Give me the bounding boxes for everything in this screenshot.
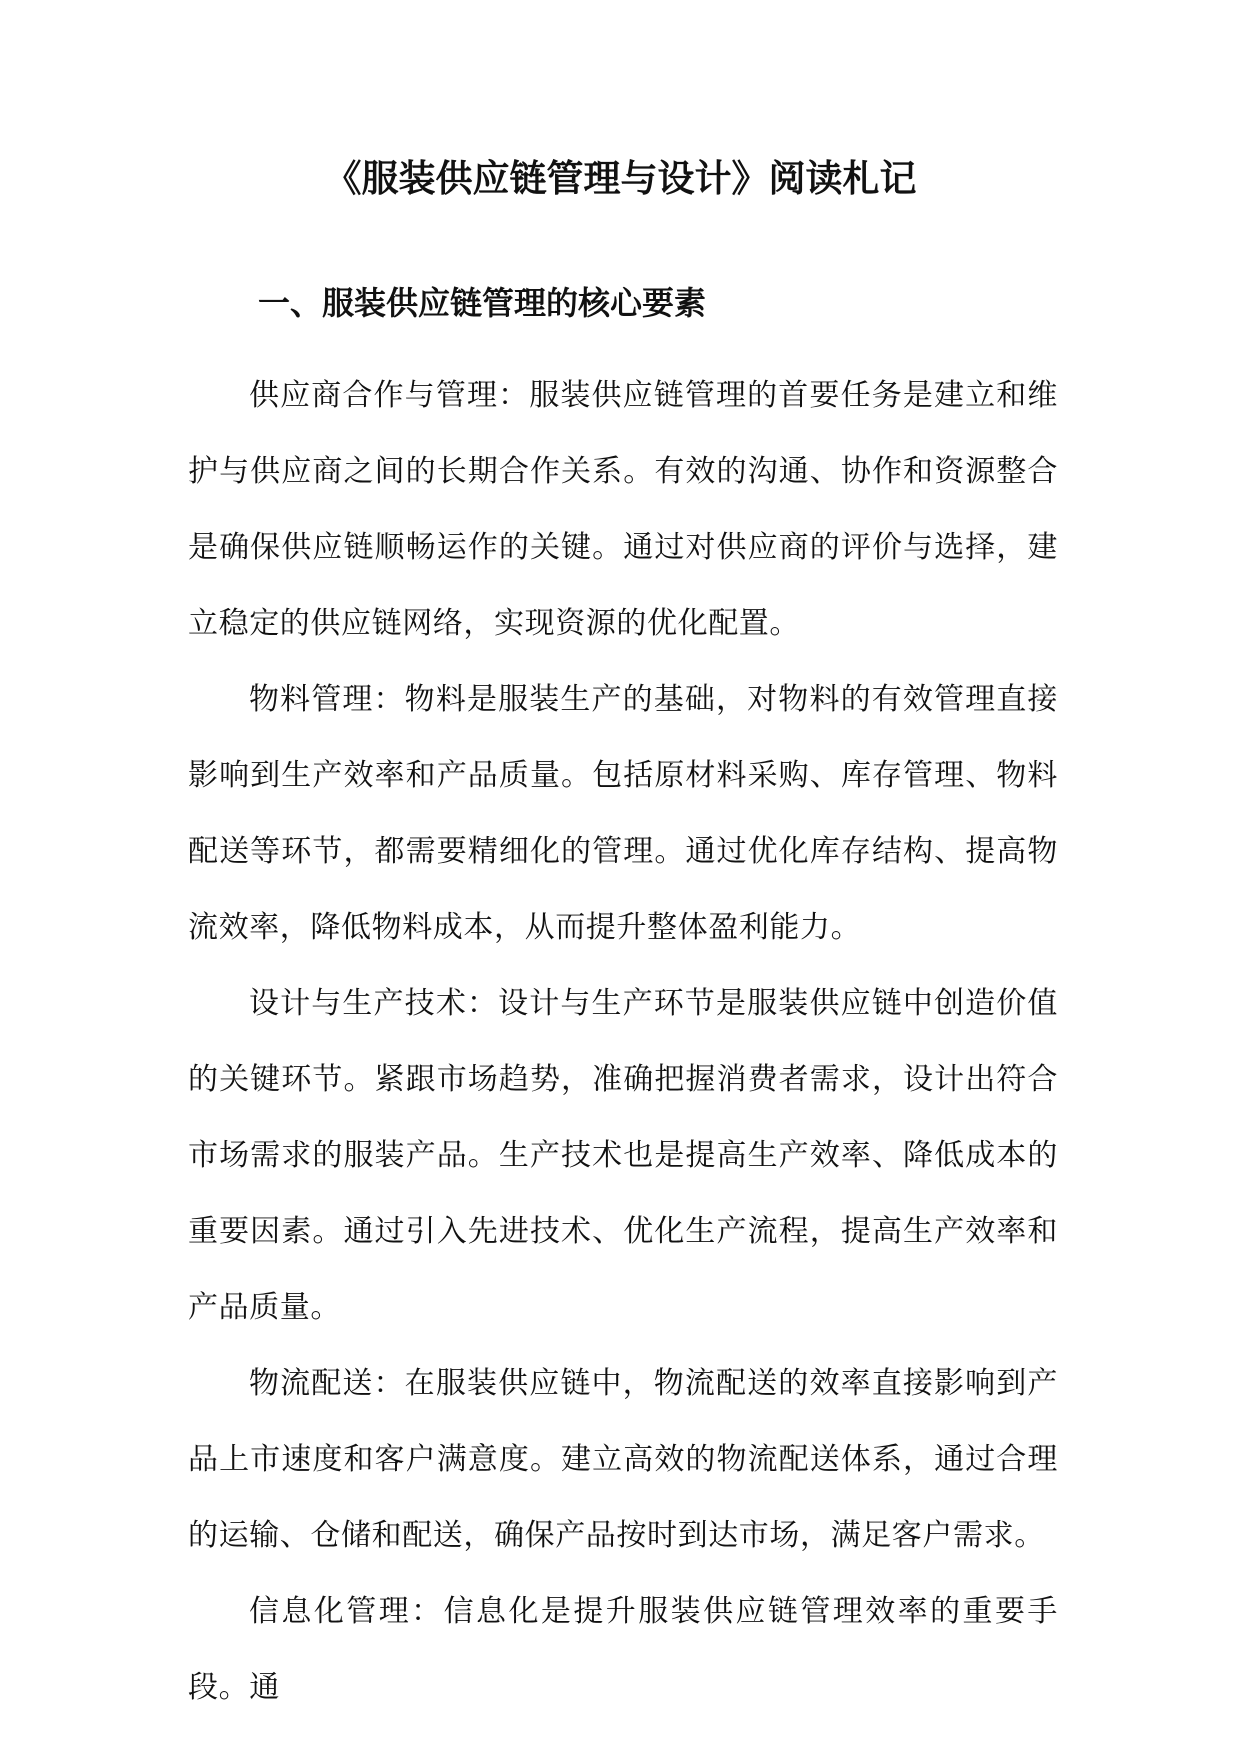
- paragraph-information-management: 信息化管理：信息化是提升服装供应链管理效率的重要手段。通: [188, 1594, 1058, 1705]
- body-text: [188, 358, 1058, 1726]
- paragraph-logistics: 物流配送：在服装供应链中，物流配送的效率直接影响到产品上市速度和客户满意度。建立高效的物流配送体系，通过合理的运输、仓储和配送，确保产品按时到达市场，满足客户需求。: [188, 1366, 1058, 1553]
- section-heading: 一、服装供应链管理的核心要素: [258, 284, 707, 322]
- paragraph-design-production: 设计与生产技术：设计与生产环节是服装供应链中创造价值的关键环节。紧跟市场趋势，准确把握消费者需求，设计出符合市场需求的服装产品。生产技术也是提高生产效率、降低成本的重要因素。通过引入先进技术、优化生产流程，提高生产效率和产品质量。: [188, 986, 1058, 1325]
- document-title: 《服装供应链管理与设计》阅读札记: [324, 156, 917, 200]
- paragraph-material-management: 物料管理：物料是服装生产的基础，对物料的有效管理直接影响到生产效率和产品质量。包括原材料采购、库存管理、物料配送等环节，都需要精细化的管理。通过优化库存结构、提高物流效率，降低物料成本，从而提升整体盈利能力。: [188, 682, 1058, 945]
- paragraph-supplier-management: 供应商合作与管理：服装供应链管理的首要任务是建立和维护与供应商之间的长期合作关系。有效的沟通、协作和资源整合是确保供应链顺畅运作的关键。通过对供应商的评价与选择，建立稳定的供应链网络，实现资源的优化配置。: [188, 378, 1058, 641]
